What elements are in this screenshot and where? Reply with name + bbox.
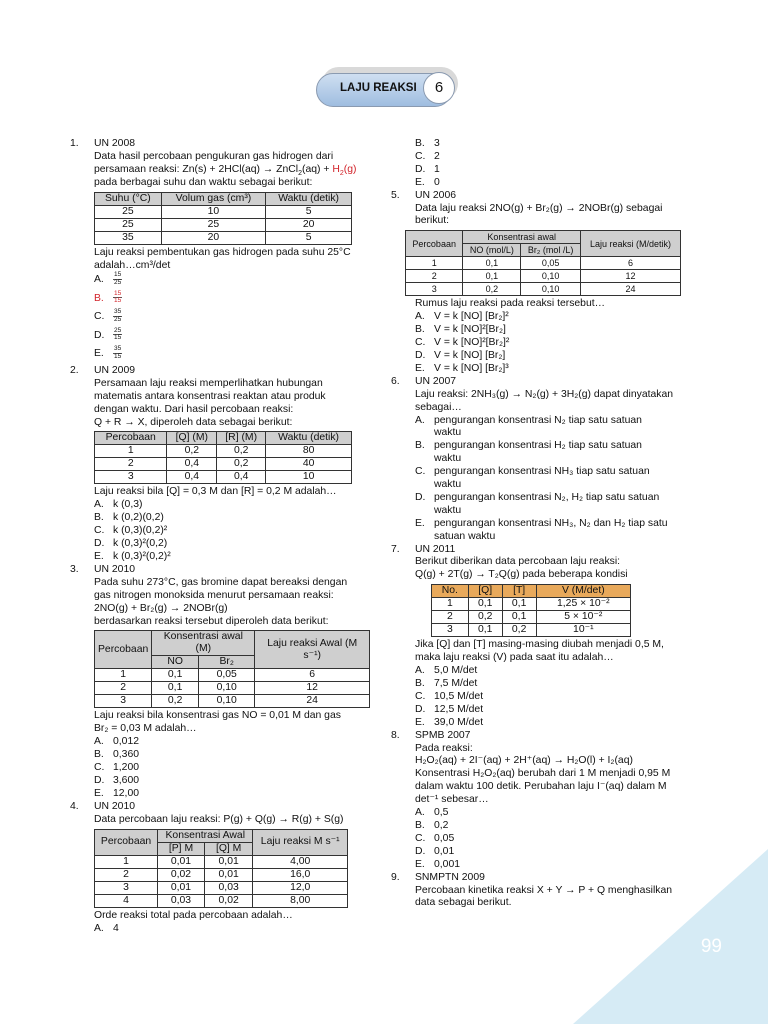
question-source: SNMPTN 2009 bbox=[415, 871, 485, 883]
option-a[interactable]: A. k (0,3) bbox=[94, 499, 143, 511]
question-3 bbox=[70, 564, 370, 801]
table-row: 3 0,2 0,10 24 bbox=[95, 695, 370, 708]
question-7 bbox=[391, 544, 697, 730]
question-text: H₂O₂(aq) + 2I⁻(aq) + 2H⁺(aq) → H₂O(l) + I₂(aq) bbox=[415, 755, 633, 767]
page-number: 99 bbox=[700, 936, 722, 957]
question-source: UN 2006 bbox=[415, 189, 457, 201]
question-number: 4. bbox=[70, 800, 79, 812]
table-row: 25 10 5 bbox=[95, 205, 352, 218]
table-header: Waktu (detik) bbox=[266, 192, 352, 205]
question-text: Berikut diberikan data percobaan laju reaksi: bbox=[415, 556, 621, 568]
option-d[interactable]: D. 0,01 bbox=[415, 845, 455, 857]
table-header: Br₂ (mol /L) bbox=[521, 244, 581, 257]
question-text: gas nitrogen monoksida menurut persamaan reaksi: bbox=[94, 589, 334, 601]
question-text: Pada reaksi: bbox=[415, 742, 473, 754]
table-row: 3 0,4 0,4 10 bbox=[95, 471, 352, 484]
option-d[interactable]: D. 1 bbox=[415, 163, 440, 175]
option-a[interactable]: A. 0,012 bbox=[94, 736, 140, 748]
option-c[interactable]: C. 0,05 bbox=[415, 832, 455, 844]
question-text: Laju reaksi: 2NH₃(g) → N₂(g) + 3H₂(g) dapat dinyatakan bbox=[415, 388, 674, 400]
question-text: Q(g) + 2T(g) → T₂Q(g) pada beberapa kondisi bbox=[415, 569, 628, 581]
question-text: Rumus laju reaksi pada reaksi tersebut… bbox=[415, 298, 606, 310]
table-header: Percobaan bbox=[406, 231, 463, 257]
option-c[interactable]: C. pengurangan konsentrasi NH₃ tiap satu satuan waktu bbox=[415, 466, 650, 491]
question-text: Persamaan laju reaksi memperlihatkan hubungan bbox=[94, 377, 323, 389]
option-b[interactable]: B. 15 15 bbox=[94, 289, 122, 305]
option-d[interactable]: D. 25 15 bbox=[94, 326, 122, 342]
question-source: UN 2010 bbox=[94, 800, 136, 812]
question-source: UN 2008 bbox=[94, 138, 136, 149]
chapter-title: LAJU REAKSI bbox=[340, 82, 417, 94]
question-text: Q + R → X, diperoleh data sebagai berikut: bbox=[94, 416, 293, 428]
table-header: [Q] M bbox=[204, 842, 253, 855]
left-column bbox=[70, 138, 370, 935]
table-row: 2 0,1 0,10 12 bbox=[406, 270, 681, 283]
question-text: berdasarkan reaksi tersebut diperoleh data berikut: bbox=[94, 615, 329, 627]
option-d[interactable]: D. V = k [NO] [Br₂] bbox=[415, 349, 506, 361]
table-header: Waktu (detik) bbox=[266, 432, 352, 445]
question-1 bbox=[70, 138, 370, 365]
table-header: NO (mol/L) bbox=[463, 244, 521, 257]
table-header: [Q] (M) bbox=[167, 432, 217, 445]
chapter-header bbox=[316, 72, 460, 110]
question-text: Data hasil percobaan pengukuran gas hidrogen dari bbox=[94, 150, 334, 162]
table-row: 2 0,1 0,10 12 bbox=[95, 682, 370, 695]
option-c[interactable]: C. 1,200 bbox=[94, 762, 140, 774]
table-row: 1 0,01 0,01 4,00 bbox=[95, 855, 348, 868]
table-header: Percobaan bbox=[95, 829, 158, 855]
question-text: Jika [Q] dan [T] masing-masing diubah menjadi 0,5 M, bbox=[415, 639, 664, 651]
table-header: [T] bbox=[502, 585, 536, 598]
option-b[interactable]: B. 3 bbox=[415, 138, 440, 149]
question-9 bbox=[391, 872, 697, 911]
table-header: Suhu (°C) bbox=[95, 192, 162, 205]
table-header: Konsentrasi awal bbox=[463, 231, 581, 244]
question-number: 8. bbox=[391, 729, 400, 741]
question-text: adalah…cm³/det bbox=[94, 259, 171, 271]
option-e[interactable]: E. pengurangan konsentrasi NH₃, N₂ dan H₂ tiap satu satuan waktu bbox=[415, 517, 668, 542]
option-e[interactable]: E. 39,0 M/det bbox=[415, 716, 484, 728]
table-row: 3 0,01 0,03 12,0 bbox=[95, 881, 348, 894]
data-table bbox=[94, 829, 348, 908]
table-row: 25 25 20 bbox=[95, 218, 352, 231]
question-text: Laju reaksi pembentukan gas hidrogen pada suhu 25°C bbox=[94, 246, 351, 258]
question-source: UN 2010 bbox=[94, 563, 136, 575]
question-text: berikut: bbox=[415, 215, 450, 227]
option-a[interactable]: A. 0,5 bbox=[415, 807, 449, 819]
table-header: [Q] bbox=[468, 585, 502, 598]
table-row: 1 0,1 0,05 6 bbox=[406, 257, 681, 270]
question-6 bbox=[391, 376, 697, 544]
question-text: Orde reaksi total pada percobaan adalah… bbox=[94, 909, 293, 921]
data-table bbox=[94, 630, 370, 708]
option-a[interactable]: A. 4 bbox=[94, 922, 119, 934]
question-number: 9. bbox=[391, 871, 400, 883]
option-a[interactable]: A. 15 25 bbox=[94, 271, 122, 286]
data-table bbox=[94, 431, 352, 484]
option-b[interactable]: B. 7,5 M/det bbox=[415, 678, 478, 689]
table-header: No. bbox=[432, 585, 469, 598]
question-4 bbox=[70, 801, 370, 936]
question-number: 6. bbox=[391, 375, 400, 387]
table-row: 2 0,02 0,01 16,0 bbox=[95, 868, 348, 881]
data-table bbox=[431, 584, 631, 637]
option-e[interactable]: E. k (0,3)²(0,2)² bbox=[94, 551, 171, 562]
option-b[interactable]: B. 0,360 bbox=[94, 749, 140, 761]
question-text: Laju reaksi bila konsentrasi gas NO = 0,01 M dan gas bbox=[94, 710, 341, 722]
question-2 bbox=[70, 365, 370, 564]
question-text: dalam waktu 100 detik. Perubahan laju I⁻(aq) dalam M bbox=[415, 781, 667, 793]
question-text: Br₂ = 0,03 M adalah… bbox=[94, 723, 197, 735]
table-row: 4 0,03 0,02 8,00 bbox=[95, 894, 348, 907]
option-c[interactable]: C. k (0,3)(0,2)² bbox=[94, 525, 168, 537]
question-text: 2NO(g) + Br₂(g) → 2NOBr(g) bbox=[94, 602, 228, 614]
option-c[interactable]: C. 2 bbox=[415, 150, 440, 162]
table-header: Laju reaksi (M/detik) bbox=[580, 231, 680, 257]
option-a[interactable]: A. V = k [NO] [Br₂]² bbox=[415, 311, 509, 323]
option-d[interactable]: D. 12,5 M/det bbox=[415, 703, 484, 715]
question-4-continued bbox=[391, 138, 697, 190]
data-table bbox=[405, 230, 681, 296]
question-text: Konsentrasi H₂O₂(aq) berubah dari 1 M menjadi 0,95 M bbox=[415, 768, 671, 780]
question-source: UN 2007 bbox=[415, 375, 457, 387]
question-text: Data percobaan laju reaksi: P(g) + Q(g) → R(g) + S(g) bbox=[94, 813, 344, 825]
question-text: det⁻¹ sebesar… bbox=[415, 794, 489, 806]
option-c[interactable]: C. V = k [NO]²[Br₂]² bbox=[415, 337, 510, 349]
table-header: [P] M bbox=[158, 842, 205, 855]
question-number: 1. bbox=[70, 138, 79, 149]
table-header: Percobaan bbox=[95, 432, 167, 445]
table-header: Laju reaksi Awal (M s⁻¹) bbox=[255, 631, 370, 669]
question-source: UN 2009 bbox=[94, 364, 136, 376]
table-header: V (M/det) bbox=[536, 585, 630, 598]
question-text: maka laju reaksi (V) pada saat itu adalah… bbox=[415, 652, 614, 664]
option-e[interactable]: E. V = k [NO] [Br₂]³ bbox=[415, 362, 509, 374]
option-e[interactable]: E. 12,00 bbox=[94, 787, 140, 799]
table-row: 1 0,1 0,05 6 bbox=[95, 669, 370, 682]
table-header: Percobaan bbox=[95, 631, 152, 669]
question-source: SPMB 2007 bbox=[415, 729, 471, 741]
question-text: Percobaan kinetika reaksi X + Y → P + Q menghasilkan bbox=[415, 884, 673, 896]
option-e[interactable]: E. 0,001 bbox=[415, 858, 461, 870]
table-header: NO bbox=[152, 656, 199, 669]
table-header: Volum gas (cm³) bbox=[161, 192, 266, 205]
question-number: 2. bbox=[70, 364, 79, 376]
option-a[interactable]: A. pengurangan konsentrasi N₂ tiap satu satuan waktu bbox=[415, 414, 642, 439]
option-c[interactable]: C. 35 25 bbox=[94, 308, 122, 323]
question-text: dengan waktu. Dari hasil percobaan reaksi: bbox=[94, 403, 294, 415]
question-text: matematis antara konsentrasi reaktan atau produk bbox=[94, 390, 326, 402]
question-8 bbox=[391, 730, 697, 872]
question-5 bbox=[391, 190, 697, 376]
option-b[interactable]: B. k (0,2)(0,2) bbox=[94, 512, 164, 524]
option-b[interactable]: B. V = k [NO]²[Br₂] bbox=[415, 324, 506, 336]
question-text: Laju reaksi bila [Q] = 0,3 M dan [R] = 0,2 M adalah… bbox=[94, 486, 337, 498]
fraction: 15 15 bbox=[114, 289, 122, 305]
fraction: 25 15 bbox=[114, 326, 122, 342]
table-row: 1 0,1 0,1 1,25 × 10⁻² bbox=[432, 598, 631, 611]
table-header: Laju reaksi M s⁻¹ bbox=[253, 829, 348, 855]
option-e[interactable]: E. 35 15 bbox=[94, 345, 122, 360]
option-c[interactable]: C. 10,5 M/det bbox=[415, 690, 484, 702]
question-text: data sebagai berikut. bbox=[415, 897, 512, 909]
right-column bbox=[391, 138, 697, 910]
fraction: 15 25 bbox=[114, 271, 122, 286]
option-d[interactable]: D. k (0,3)²(0,2) bbox=[94, 538, 168, 550]
table-header: Konsentrasi Awal bbox=[158, 829, 253, 842]
question-source: UN 2011 bbox=[415, 543, 456, 555]
option-e[interactable]: E. 0 bbox=[415, 176, 440, 188]
option-a[interactable]: A. 5,0 M/det bbox=[415, 665, 478, 677]
table-row: 1 0,2 0,2 80 bbox=[95, 445, 352, 458]
question-number: 3. bbox=[70, 563, 79, 575]
table-row: 35 20 5 bbox=[95, 231, 352, 244]
chapter-number: 6 bbox=[423, 72, 455, 104]
option-b[interactable]: B. 0,2 bbox=[415, 819, 449, 831]
option-b[interactable]: B. pengurangan konsentrasi H₂ tiap satu satuan waktu bbox=[415, 440, 642, 465]
question-text: Pada suhu 273°C, gas bromine dapat bereaksi dengan bbox=[94, 576, 348, 588]
table-header: Br₂ bbox=[199, 656, 255, 669]
fraction: 35 25 bbox=[114, 308, 122, 323]
question-text: pada berbagai suhu dan waktu sebagai berikut: bbox=[94, 176, 313, 188]
table-row: 2 0,4 0,2 40 bbox=[95, 458, 352, 471]
fraction: 35 15 bbox=[114, 345, 122, 360]
question-number: 7. bbox=[391, 543, 400, 555]
question-text: Data laju reaksi 2NO(g) + Br₂(g) → 2NOBr(g) sebagai bbox=[415, 202, 663, 214]
question-text: sebagai… bbox=[415, 401, 462, 413]
table-row: 2 0,2 0,1 5 × 10⁻² bbox=[432, 611, 631, 624]
data-table bbox=[94, 192, 352, 245]
question-number: 5. bbox=[391, 189, 400, 201]
table-row: 3 0,1 0,2 10⁻¹ bbox=[432, 624, 631, 637]
table-header: Konsentrasi awal (M) bbox=[152, 631, 255, 656]
question-text: persamaan reaksi: Zn(s) + 2HCl(aq) → ZnCl$_2$(aq) + $H_2(g)$ bbox=[94, 163, 357, 177]
table-row: 3 0,2 0,10 24 bbox=[406, 283, 681, 296]
option-d[interactable]: D. pengurangan konsentrasi N₂, H₂ tiap satu satuan waktu bbox=[415, 491, 660, 516]
table-header: [R] (M) bbox=[217, 432, 266, 445]
option-d[interactable]: D. 3,600 bbox=[94, 774, 140, 786]
